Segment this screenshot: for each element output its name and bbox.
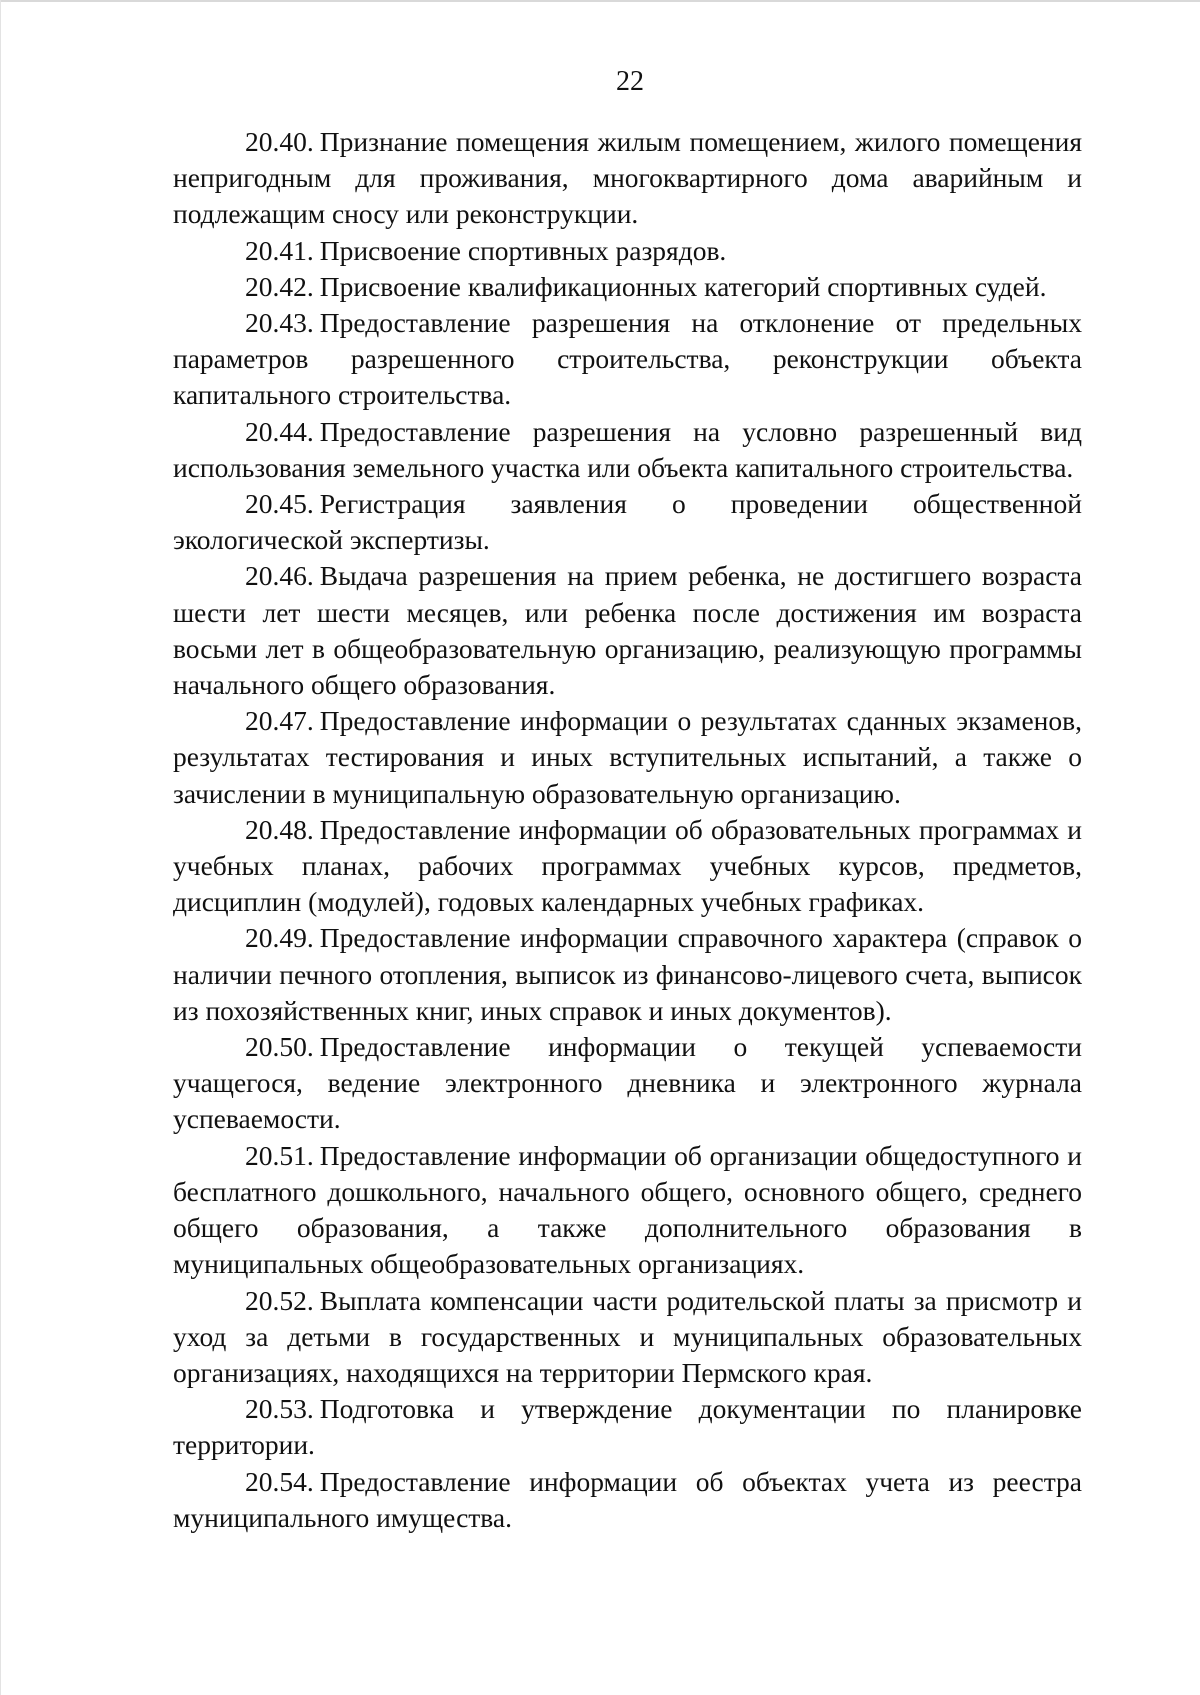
item-number: 20.47. (245, 705, 314, 737)
list-item (173, 1138, 1082, 1283)
item-number: 20.46. (245, 560, 314, 592)
item-text: Предоставление разрешения на отклонение от предельных параметров разрешенного строительства, реконструкции объекта капитального строительства. (173, 307, 1082, 411)
item-text: Подготовка и утверждение документации по планировке территории. (173, 1393, 1082, 1461)
list-item (173, 1464, 1082, 1536)
item-text: Выплата компенсации части родительской платы за присмотр и уход за детьми в государственных и муниципальных образовательных организациях, находящихся на территории Пермского края. (173, 1284, 1082, 1388)
item-number: 20.45. (245, 488, 314, 520)
item-text: Предоставление информации справочного характера (справок о наличии печного отопления, выписок из финансово-лицевого счета, выписок из похозяйственных книг, иных справок и иных документов). (173, 922, 1082, 1026)
item-text: Предоставление информации об объектах учета из реестра муниципального имущества. (173, 1465, 1082, 1533)
list-item (173, 124, 1082, 233)
scan-edge-left (0, 0, 1, 1695)
list-item (173, 305, 1082, 414)
item-text: Признание помещения жилым помещением, жилого помещения непригодным для проживания, многоквартирного дома аварийным и подлежащим сносу или реконструкции. (173, 126, 1082, 230)
item-text: Предоставление информации о результатах сданных экзаменов, результатах тестирования и иных вступительных испытаний, а также о зачислении в муниципальную образовательную организацию. (173, 705, 1082, 809)
item-text: Присвоение квалификационных категорий спортивных судей. (319, 270, 1047, 302)
list-item (173, 558, 1082, 703)
item-number: 20.43. (245, 307, 314, 339)
item-number: 20.53. (245, 1393, 314, 1425)
item-text: Выдача разрешения на прием ребенка, не достигшего возраста шести лет шести месяцев, или ребенка после достижения им возраста восьми лет в общеобразовательную организацию, реализующую программы начального общего образования. (173, 560, 1082, 701)
item-number: 20.42. (245, 270, 314, 302)
list-item (173, 1391, 1082, 1463)
item-number: 20.49. (245, 922, 314, 954)
item-text: Предоставление информации об организации общедоступного и бесплатного дошкольного, начального общего, основного общего, среднего общего образования, а также дополнительного образования в муниципальных общеобразовательных организациях. (173, 1139, 1082, 1280)
list-item (173, 486, 1082, 558)
document-body (173, 124, 1082, 1536)
item-number: 20.48. (245, 813, 314, 845)
item-text: Предоставление информации об образовательных программах и учебных планах, рабочих программах учебных курсов, предметов, дисциплин (модулей), годовых календарных учебных графиках. (173, 813, 1082, 918)
list-item (173, 812, 1082, 921)
item-number: 20.44. (245, 415, 314, 447)
item-text: Присвоение спортивных разрядов. (319, 234, 727, 266)
list-item (173, 1283, 1082, 1392)
list-item (173, 703, 1082, 812)
list-item (173, 233, 1082, 269)
item-number: 20.40. (245, 126, 314, 157)
item-number: 20.50. (245, 1031, 314, 1063)
list-item (173, 920, 1082, 1029)
item-number: 20.52. (245, 1284, 314, 1316)
item-number: 20.51. (245, 1139, 314, 1171)
scan-edge-top (0, 0, 1200, 2)
list-item (173, 1029, 1082, 1138)
item-number: 20.41. (245, 234, 314, 266)
item-text: Предоставление информации о текущей успеваемости учащегося, ведение электронного дневника и электронного журнала успеваемости. (173, 1031, 1082, 1135)
item-text: Предоставление разрешения на условно разрешенный вид использования земельного участка или объекта капитального строительства. (173, 415, 1082, 483)
page-number: 22 (616, 66, 644, 97)
item-number: 20.54. (245, 1465, 314, 1497)
list-item (173, 269, 1082, 305)
item-text: Регистрация заявления о проведении общественной экологической экспертизы. (173, 488, 1082, 556)
list-item (173, 414, 1082, 486)
